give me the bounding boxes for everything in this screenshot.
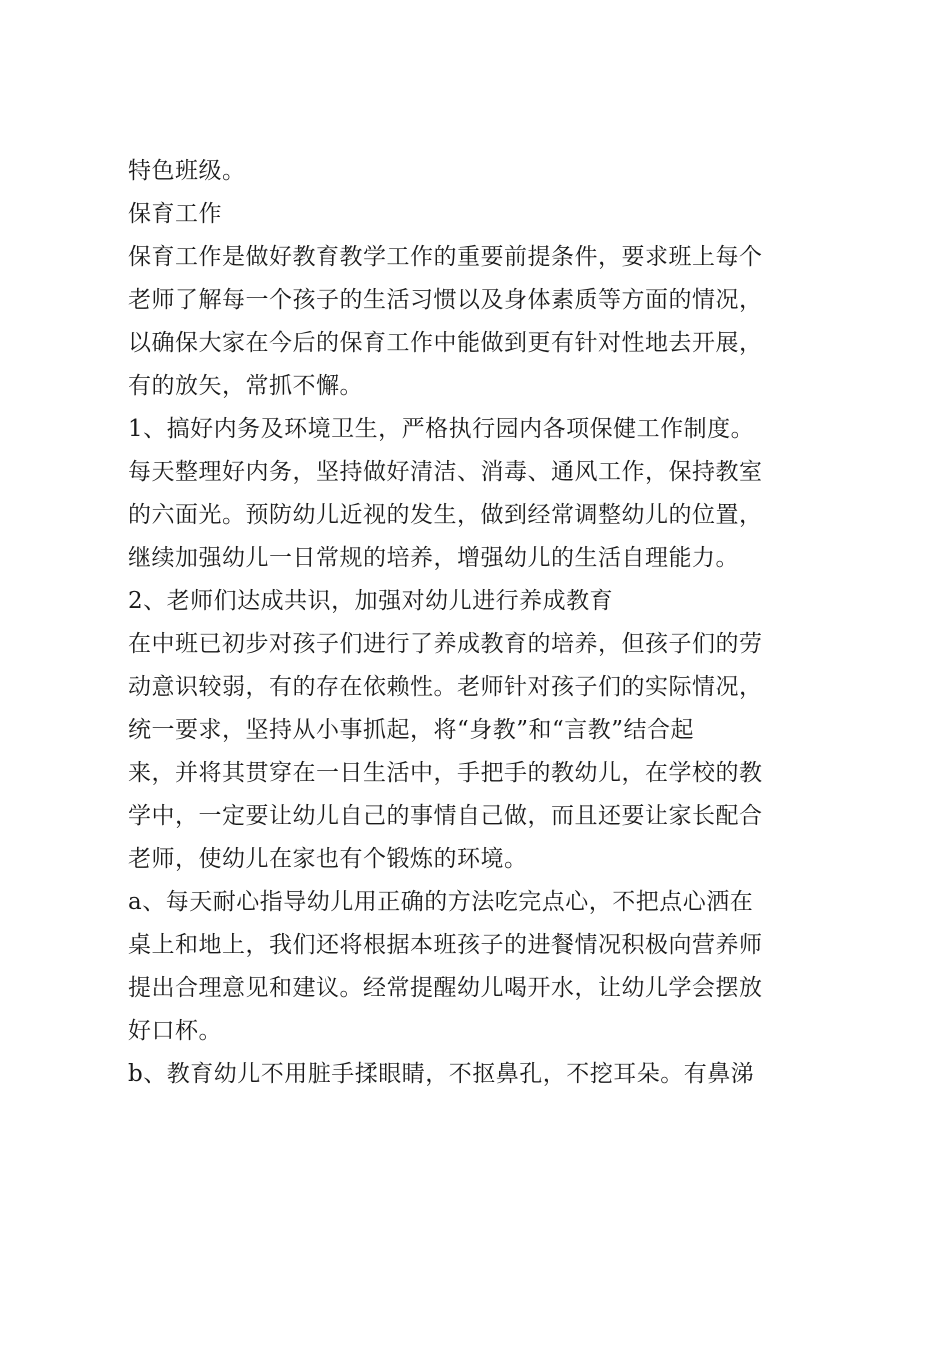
text-line: 有的放矢，常抓不懈。 xyxy=(128,373,363,399)
list-item-heading: 2、老师们达成共识，加强对幼儿进行养成教育 xyxy=(128,588,614,614)
list-item-heading: 1、搞好内务及环境卫生，严格执行园内各项保健工作制度。 xyxy=(128,416,755,442)
text-line: 保育工作是做好教育教学工作的重要前提条件，要求班上每个 xyxy=(128,244,763,270)
text-line: 老师了解每一个孩子的生活习惯以及身体素质等方面的情况， xyxy=(128,287,763,313)
text-line: 以确保大家在今后的保育工作中能做到更有针对性地去开展， xyxy=(128,330,763,356)
text-line: 桌上和地上，我们还将根据本班孩子的进餐情况积极向营养师 xyxy=(128,932,763,958)
text-line: 统一要求，坚持从小事抓起，将“身教”和“言教”结合起 xyxy=(128,717,695,743)
text-line: 特色班级。 xyxy=(128,158,246,184)
text-line: 在中班已初步对孩子们进行了养成教育的培养，但孩子们的劳 xyxy=(128,631,763,657)
text-line: 来，并将其贯穿在一日生活中，手把手的教幼儿，在学校的教 xyxy=(128,760,763,786)
text-line: 的六面光。预防幼儿近视的发生，做到经常调整幼儿的位置， xyxy=(128,502,763,528)
sub-item-line: b、教育幼儿不用脏手揉眼睛，不抠鼻孔，不挖耳朵。有鼻涕 xyxy=(128,1061,755,1087)
text-line: 提出合理意见和建议。经常提醒幼儿喝开水，让幼儿学会摆放 xyxy=(128,975,763,1001)
text-line: 继续加强幼儿一日常规的培养，增强幼儿的生活自理能力。 xyxy=(128,545,739,571)
text-line: 老师，使幼儿在家也有个锻炼的环境。 xyxy=(128,846,528,872)
document-body xyxy=(128,150,828,1096)
text-line: 好口杯。 xyxy=(128,1018,222,1044)
sub-item-line: a、每天耐心指导幼儿用正确的方法吃完点心，不把点心洒在 xyxy=(128,889,754,915)
section-heading: 保育工作 xyxy=(128,201,222,227)
text-line: 学中，一定要让幼儿自己的事情自己做，而且还要让家长配合 xyxy=(128,803,763,829)
text-line: 每天整理好内务，坚持做好清洁、消毒、通风工作，保持教室 xyxy=(128,459,763,485)
text-line: 动意识较弱，有的存在依赖性。老师针对孩子们的实际情况， xyxy=(128,674,763,700)
